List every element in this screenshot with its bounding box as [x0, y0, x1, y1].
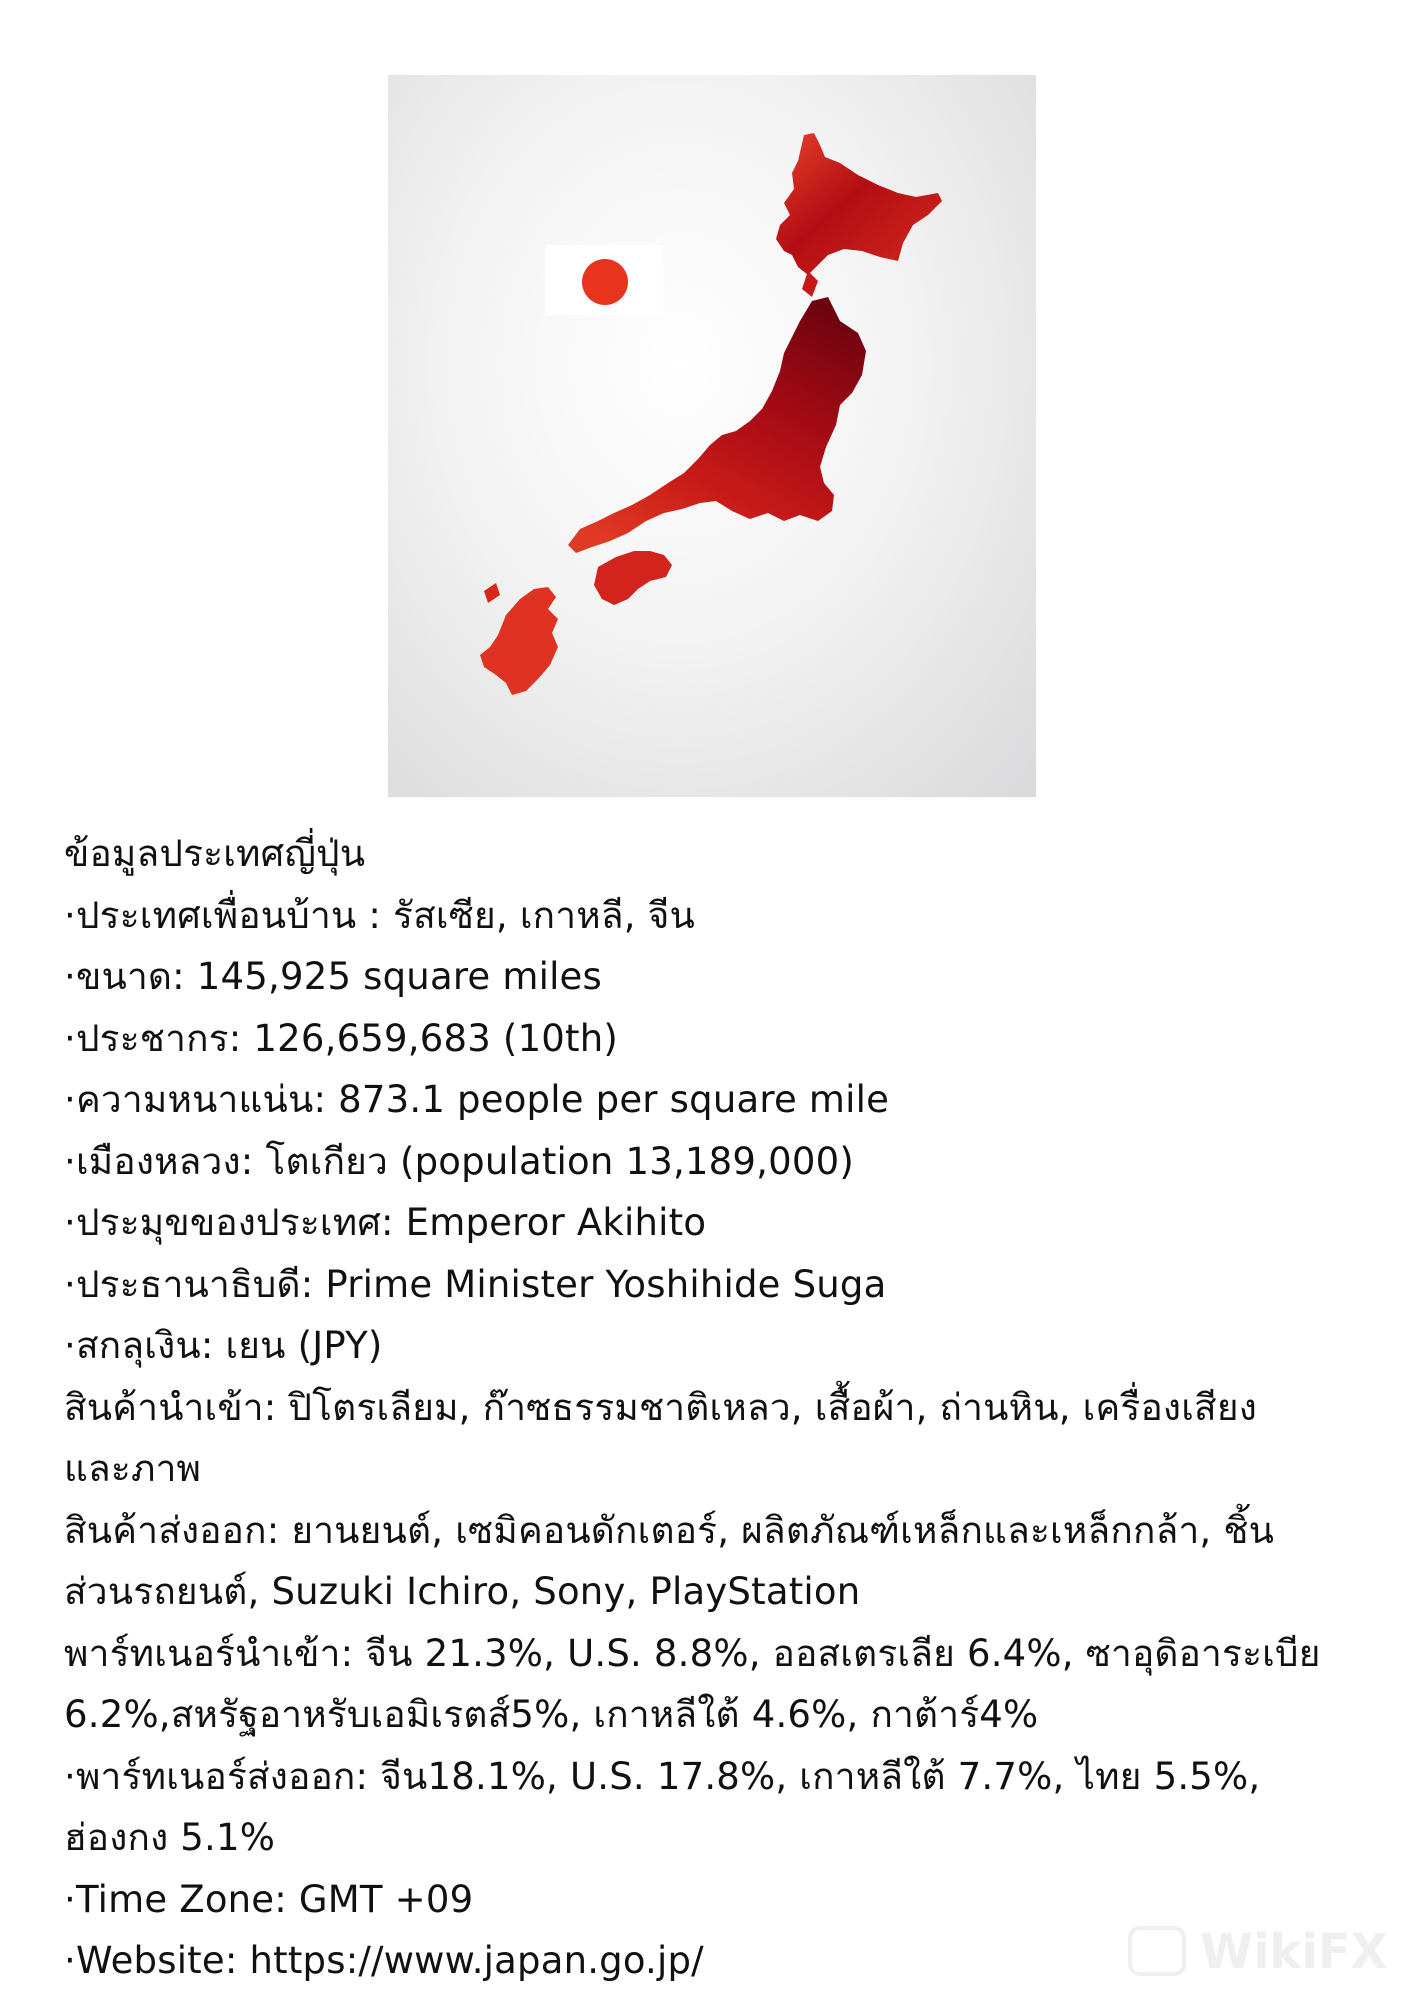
info-export-partners: ·พาร์ทเนอร์ส่งออก: จีน18.1%, U.S. 17.8%, เกาหลีใต้ 7.7%, ไทย 5.5%, — [64, 1754, 1261, 1798]
info-exports-cont: ส่วนรถยนต์, Suzuki Ichiro, Sony, PlayStation — [64, 1570, 861, 1613]
shikoku-shape — [594, 551, 672, 605]
japan-flag-icon — [545, 245, 663, 315]
info-neighbors: ·ประเทศเพื่อนบ้าน : รัสเซีย, เกาหลี, จีน — [64, 893, 696, 937]
info-imports: สินค้านำเข้า: ปิโตรเลียม, ก๊าซธรรมชาติเหลว, เสื้อผ้า, ถ่านหิน, เครื่องเสียง — [64, 1385, 1257, 1429]
japan-map-icon — [388, 75, 1036, 797]
info-website: ·Website: https://www.japan.go.jp/ — [64, 1939, 704, 1982]
info-capital: ·เมืองหลวง: โตเกียว (population 13,189,000) — [64, 1139, 854, 1183]
honshu-shape — [568, 297, 866, 553]
info-size: ·ขนาด: 145,925 square miles — [64, 955, 602, 998]
info-head-of-government: ·ประธานาธิบดี: Prime Minister Yoshihide Suga — [64, 1262, 887, 1306]
info-import-partners-cont: 6.2%,สหรัฐอาหรับเอมิเรตส์5%, เกาหลีใต้ 4.6%, กาต้าร์4% — [64, 1693, 1039, 1736]
info-heading: ข้อมูลประเทศญี่ปุ่น — [64, 832, 366, 875]
wikifx-logo-icon — [1128, 1926, 1186, 1976]
info-exports: สินค้าส่งออก: ยานยนต์, เซมิคอนดักเตอร์, ผลิตภัณฑ์เหล็กและเหล็กกล้า, ชิ้น — [64, 1508, 1275, 1552]
info-time-zone: ·Time Zone: GMT +09 — [64, 1877, 474, 1921]
hokkaido-shape — [776, 133, 942, 275]
kyushu-shape — [480, 587, 558, 695]
japan-info-text — [64, 823, 1364, 1992]
info-import-partners: พาร์ทเนอร์นำเข้า: จีน 21.3%, U.S. 8.8%, ออสเตรเลีย 6.4%, ซาอุดิอาระเบีย — [64, 1631, 1321, 1675]
info-head-of-state: ·ประมุขของประเทศ: Emperor Akihito — [64, 1201, 707, 1244]
info-export-partners-cont: ฮ่องกง 5.1% — [64, 1816, 276, 1859]
info-density: ·ความหนาแน่น: 873.1 people per square mile — [64, 1078, 890, 1121]
watermark-text: WikiFX — [1200, 1924, 1388, 1980]
info-imports-cont: และภาพ — [64, 1447, 202, 1490]
info-population: ·ประชากร: 126,659,683 (10th) — [64, 1016, 619, 1060]
wikifx-watermark — [1128, 1922, 1388, 1982]
info-currency: ·สกลุเงิน: เยน (JPY) — [64, 1324, 383, 1367]
japan-map-figure — [388, 75, 1036, 797]
